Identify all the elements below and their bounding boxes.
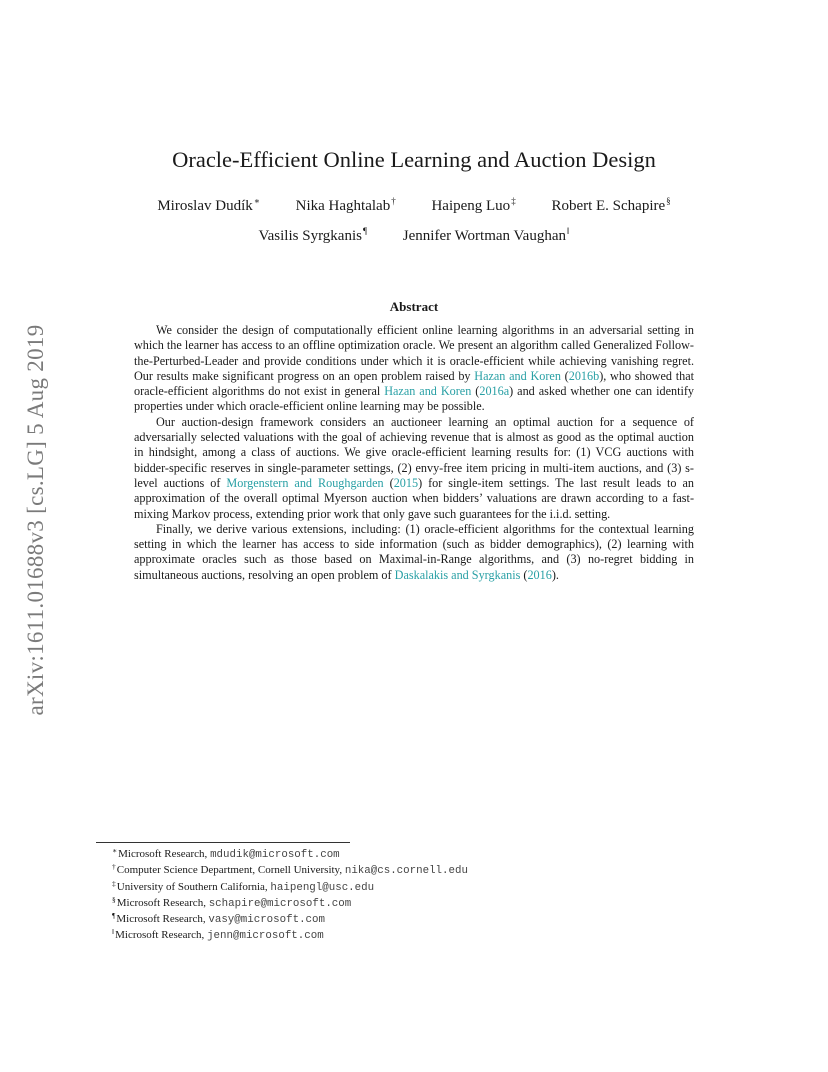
citation-link[interactable]: 2016a (479, 384, 510, 399)
author: Jennifer Wortman Vaughan‖ (402, 226, 570, 244)
citation-link[interactable]: 2016 (527, 567, 552, 582)
author-footnote-mark: ¶ (362, 226, 368, 236)
footnote-mark: † (112, 862, 116, 872)
abstract-body (134, 323, 694, 583)
footnote: ‖Microsoft Research, jenn@microsoft.com (112, 927, 324, 943)
author: Haipeng Luo‡ (431, 196, 516, 214)
abstract-paragraph: Our auction-design framework considers an auctioneer learning an optimal auction for a sequence of adversarially selected valuations with the goal of achieving revenue that is almost as good as the optimal auction in hindsight, among a class of auctions. We give oracle-efficient learning results for: (1) VCG auctions with bidder-specific reserves in single-parameter settings, (2) envy-free item pricing in multi-item auctions, and (3) s-level auctions of Morgenstern and Roughgarden (2015) for single-item settings. The last result leads to an approximation of the overall optimal Myerson auction when bidders’ valuations are drawn according to a fast-mixing Markov process, extending prior work that only gave such guarantees for the i.i.d. setting. (134, 414, 694, 521)
author-footnote-mark: ∗ (253, 196, 260, 206)
citation-link[interactable]: Morgenstern and Roughgarden (226, 475, 384, 490)
author-row-2 (0, 228, 828, 245)
author-footnote-mark: † (391, 196, 396, 206)
author: Robert E. Schapire§ (551, 196, 671, 214)
footnote: ¶Microsoft Research, vasy@microsoft.com (112, 911, 325, 927)
email-address[interactable]: nika@cs.cornell.edu (344, 865, 468, 878)
arxiv-identifier-stamp: arXiv:1611.01688v3 [cs.LG] 5 Aug 2019 (23, 324, 48, 716)
citation-link[interactable]: Hazan and Koren (474, 368, 561, 383)
author: Miroslav Dudík∗ (157, 196, 260, 214)
paper-title: Oracle-Efficient Online Learning and Auction Design (172, 147, 656, 172)
author-footnote-mark: ‖ (566, 226, 570, 236)
footnote-mark: ∗ (112, 846, 118, 855)
author: Nika Haghtalab† (295, 196, 396, 214)
abstract-heading: Abstract (389, 299, 439, 314)
email-address[interactable]: mdudik@microsoft.com (210, 849, 340, 861)
email-address[interactable]: jenn@microsoft.com (207, 930, 324, 943)
footnote: §Microsoft Research, schapire@microsoft.com (112, 894, 352, 910)
author-footnote-mark: § (666, 196, 671, 206)
email-address[interactable]: schapire@microsoft.com (208, 897, 352, 910)
author: Vasilis Syrgkanis¶ (258, 226, 368, 244)
footnote-mark: ‖ (112, 927, 115, 937)
email-address[interactable]: haipengl@usc.edu (270, 881, 375, 894)
citation-link[interactable]: Daskalakis and Syrgkanis (394, 567, 521, 582)
citation-link[interactable]: 2015 (393, 475, 419, 490)
footnotes (112, 847, 712, 945)
footnote-mark: ‡ (112, 878, 116, 888)
footnote: ∗Microsoft Research, mdudik@microsoft.com (112, 846, 340, 861)
email-address[interactable]: vasy@microsoft.com (208, 914, 325, 927)
abstract-paragraph: Finally, we derive various extensions, including: (1) oracle-efficient algorithms for the contextual learning setting in which the learner has access to side information (such as bidder demographics), (2) learning with approximate oracles such as those based on Maximal-in-Range algorithms, and (3) no-regret bidding in simultaneous auctions, resolving an open problem of Daskalakis and Syrgkanis (2016). (134, 521, 694, 582)
citation-link[interactable]: Hazan and Koren (384, 384, 472, 399)
footnote-mark: § (112, 894, 116, 904)
footnote: †Computer Science Department, Cornell University, nika@cs.cornell.edu (112, 862, 468, 878)
footnote: ‡University of Southern California, haipengl@usc.edu (112, 878, 375, 894)
abstract-paragraph: We consider the design of computationally efficient online learning algorithms in an adversarial setting in which the learner has access to an offline optimization oracle. We present an algorithm called Generalized Follow-the-Perturbed-Leader and provide conditions under which it is oracle-efficient while achieving vanishing regret. Our results make significant progress on an open problem raised by Hazan and Koren (2016b), who showed that oracle-efficient algorithms do not exist in general Hazan and Koren (2016a) and asked whether one can identify properties under which oracle-efficient online learning may be possible. (134, 323, 694, 414)
author-footnote-mark: ‡ (511, 196, 516, 206)
footnote-mark: ¶ (112, 911, 116, 921)
footnote-divider (96, 842, 350, 843)
citation-link[interactable]: 2016b (568, 368, 600, 383)
author-row-1 (0, 198, 828, 215)
